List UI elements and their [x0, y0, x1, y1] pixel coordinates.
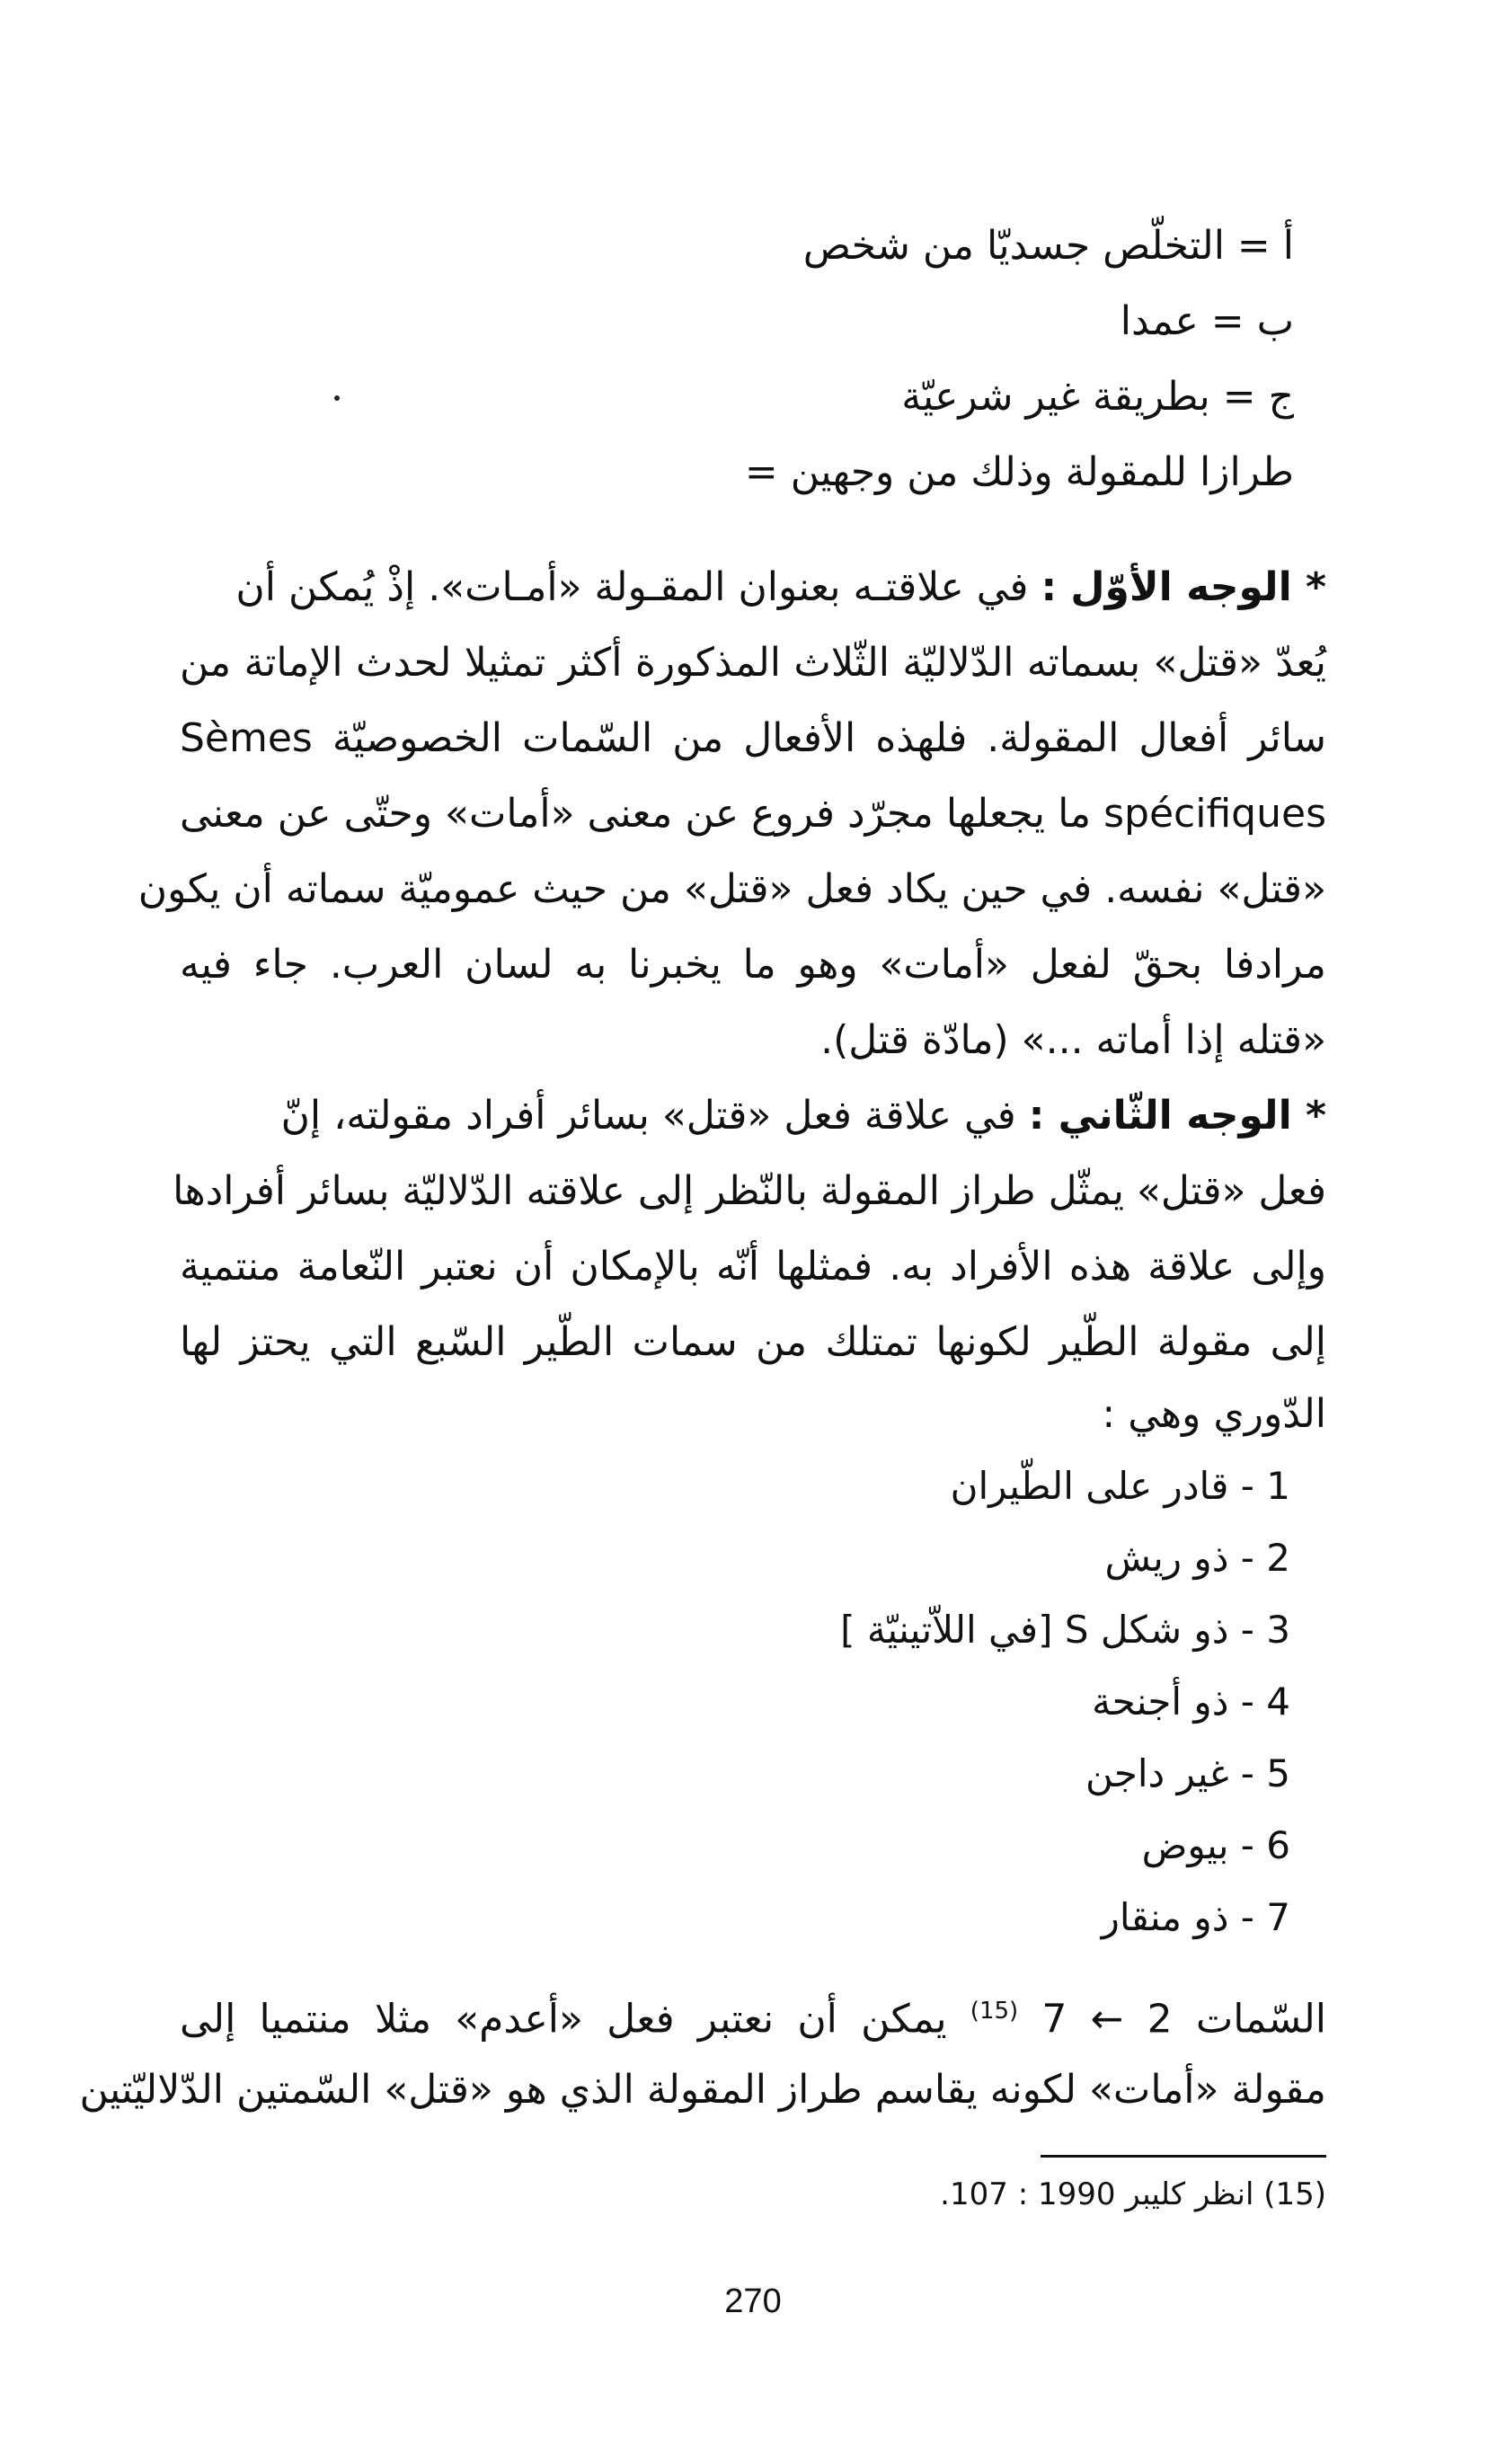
feature-item-7: 7 - ذو منقار [1101, 1895, 1290, 1939]
feature-item-6: 6 - بيوض [1141, 1823, 1290, 1867]
first-aspect-text-1: في علاقتـه بعنوان المقـولة «أمـات». إذْ يُمكن أن [235, 564, 1029, 610]
feature-item-5: 5 - غير داجن [1085, 1751, 1290, 1795]
first-aspect-line-5: «قتل» نفسه. في حين يكاد فعل «قتل» من حيث عموميّة سماته أن يكون [137, 866, 1326, 912]
second-aspect-line-1 [180, 1078, 1326, 1154]
closing-line-1-end: يمكن أن نعتبر فعل «أعدم» مثلا منتميا إلى [180, 1996, 947, 2043]
feature-item-3: 3 - ذو شكل S [في اللاّتينيّة ] [840, 1608, 1290, 1652]
first-aspect-line-1 [180, 550, 1326, 625]
footnote-reference: (15) [970, 1998, 1019, 2025]
first-aspect-line-4: spécifiques ما يجعلها مجرّد فروع عن معنى «أمات» وحتّى عن معنى [180, 791, 1326, 837]
definition-line-b: ب = عمدا [1120, 298, 1294, 344]
feature-item-2: 2 - ذو ريش [1104, 1536, 1290, 1580]
page-number: 270 [724, 2282, 782, 2320]
second-aspect-line-4: إلى مقولة الطّير لكونها تمتلك من سمات الطّير السّبع التي يحتز لها [180, 1319, 1326, 1365]
closing-line-2: مقولة «أمات» لكونه يقاسم طراز المقولة الذي هو «قتل» السّمتين الدّلاليّتين [79, 2067, 1326, 2113]
second-aspect-text-1: في علاقة فعل «قتل» بسائر أفراد مقولته، إنّ [280, 1093, 1016, 1139]
footnote-separator [1041, 2155, 1326, 2158]
second-aspect-line-5: الدّوري وهي : [1102, 1391, 1326, 1437]
stray-dot [334, 395, 340, 401]
first-aspect-heading: * الوجه الأوّل : [1041, 564, 1326, 610]
second-aspect-heading: * الوجه الثّاني : [1028, 1093, 1326, 1139]
definition-line-summary: طرازا للمقولة وذلك من وجهين = [744, 449, 1294, 495]
first-aspect-line-3: سائر أفعال المقولة. فلهذه الأفعال من السّمات الخصوصيّة Sèmes [180, 715, 1326, 761]
closing-line-1 [180, 1973, 1326, 2058]
definition-line-c: ج = بطريقة غير شرعيّة [901, 374, 1294, 420]
first-aspect-line-6: مرادفا بحقّ لفعل «أمات» وهو ما يخبرنا به لسان العرب. جاء فيه [180, 942, 1326, 988]
feature-item-4: 4 - ذو أجنحة [1092, 1680, 1290, 1724]
definition-line-a: أ = التخلّص جسديّا من شخص [802, 223, 1294, 269]
second-aspect-line-3: وإلى علاقة هذه الأفراد به. فمثلها أنّه بالإمكان أن نعتبر النّعامة منتمية [180, 1244, 1326, 1290]
second-aspect-line-2: فعل «قتل» يمثّل طراز المقولة بالنّظر إلى علاقته الدّلاليّة بسائر أفرادها [173, 1168, 1326, 1214]
feature-item-1: 1 - قادر على الطّيران [950, 1464, 1290, 1508]
footnote-text: (15) انظر كليبر 1990 : 107. [940, 2176, 1326, 2212]
first-aspect-line-7: «قتله إذا أماته ...» (مادّة قتل). [820, 1017, 1326, 1063]
closing-line-1-start: السّمات 2 ← 7 [1041, 1996, 1326, 2043]
first-aspect-line-2: يُعدّ «قتل» بسماته الدّلاليّة الثّلاث المذكورة أكثر تمثيلا لحدث الإماتة من [180, 640, 1326, 686]
